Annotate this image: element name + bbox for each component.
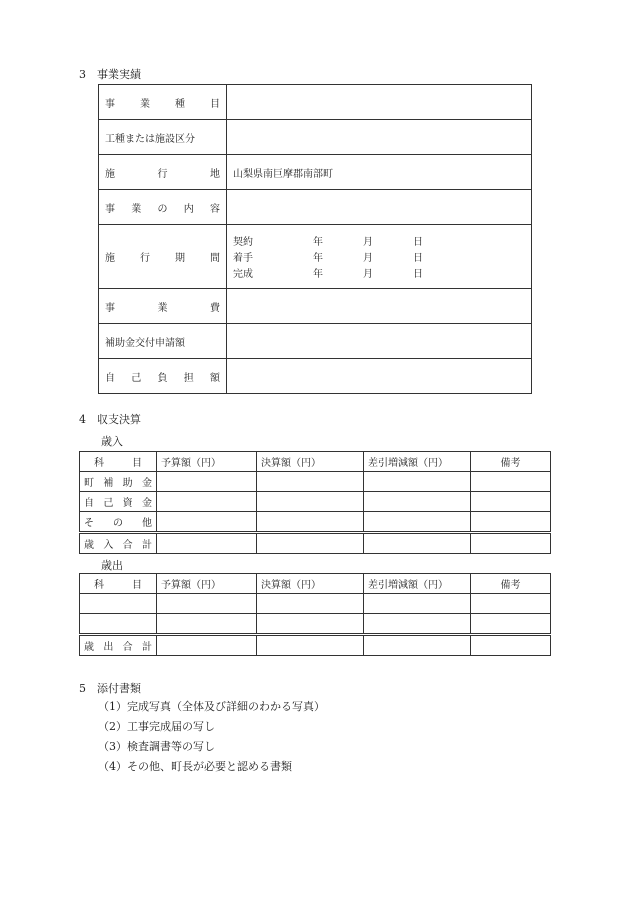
row-value[interactable] <box>227 85 532 120</box>
row-value[interactable] <box>227 289 532 324</box>
row-value[interactable] <box>227 190 532 225</box>
row-project-cost <box>99 289 532 324</box>
attachment-list <box>98 697 325 777</box>
table-row: そ の 他 <box>80 512 551 533</box>
row-value[interactable] <box>227 324 532 359</box>
table-row <box>80 614 551 635</box>
income-label: 歳入 <box>101 435 123 448</box>
expense-table <box>79 573 551 656</box>
row-label: 工種または施設区分 <box>105 133 195 145</box>
row-project-content <box>99 190 532 225</box>
row-subsidy-request <box>99 324 532 359</box>
table-row <box>80 594 551 614</box>
project-results-table <box>98 84 532 394</box>
period-value[interactable] <box>227 225 532 289</box>
row-label: 事 業 種 目 <box>105 98 220 110</box>
row-label: 補助金交付申請額 <box>105 337 185 349</box>
row-self-burden <box>99 359 532 394</box>
row-label: 施 行 期 間 <box>105 253 220 264</box>
list-item: （2）工事完成届の写し <box>98 720 215 733</box>
table-row: 町 補 助 金 <box>80 472 551 492</box>
section3-title: 3 事業実績 <box>79 68 141 81</box>
table-row: 自 己 資 金 <box>80 492 551 512</box>
expense-total-row: 歳 出 合 計 <box>80 635 551 656</box>
row-value[interactable] <box>227 120 532 155</box>
section4-title: 4 収支決算 <box>79 413 141 426</box>
period-completion: 完成 年 月 日 <box>233 269 423 280</box>
row-label: 事 業 費 <box>105 302 220 314</box>
row-period <box>99 225 532 289</box>
row-work-category <box>99 120 532 155</box>
list-item: （1）完成写真（全体及び詳細のわかる写真） <box>98 700 325 713</box>
row-label: 施 行 地 <box>105 168 220 180</box>
table-header: 科 目 予算額（円） 決算額（円） 差引増減額（円） 備考 <box>80 452 551 472</box>
location-value[interactable]: 山梨県南巨摩郡南部町 <box>227 155 532 190</box>
income-total-row: 歳 入 合 計 <box>80 533 551 554</box>
list-item: （4）その他、町長が必要と認める書類 <box>98 760 292 773</box>
row-label: 自 己 負 担 額 <box>105 372 220 384</box>
row-label: 事 業 の 内 容 <box>105 203 220 215</box>
income-table <box>79 451 551 554</box>
list-item: （3）検査調書等の写し <box>98 740 215 753</box>
table-header: 科 目 予算額（円） 決算額（円） 差引増減額（円） 備考 <box>80 574 551 594</box>
section5-title: 5 添付書類 <box>79 682 141 695</box>
row-value[interactable] <box>227 359 532 394</box>
expense-label: 歳出 <box>101 559 123 572</box>
period-contract: 契約 年 月 日 <box>233 237 423 248</box>
period-start: 着手 年 月 日 <box>233 253 423 264</box>
row-project-type <box>99 85 532 120</box>
row-location <box>99 155 532 190</box>
